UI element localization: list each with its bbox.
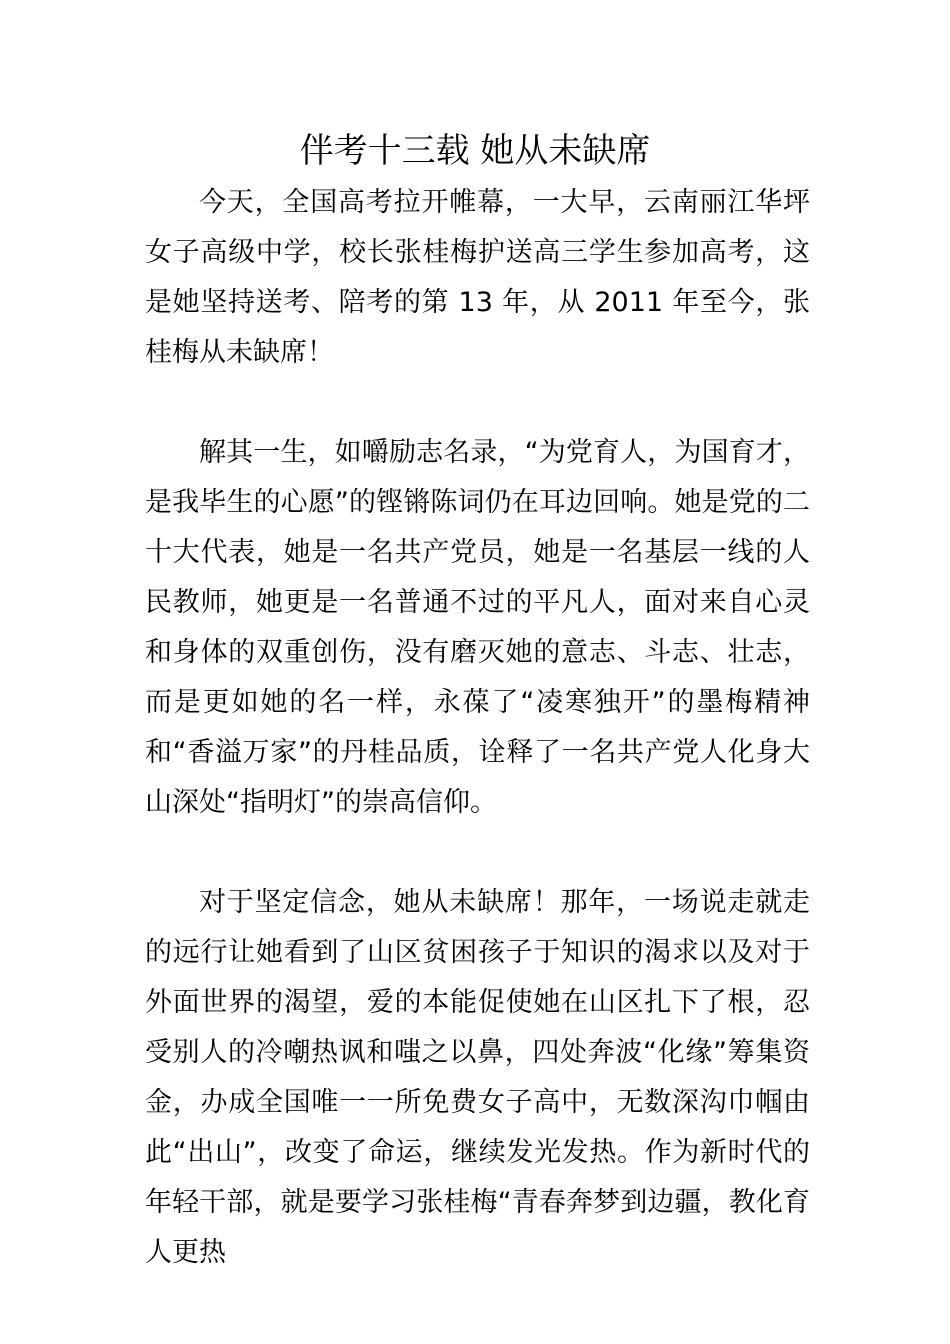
document-title: 伴考十三载 她从未缺席 (299, 131, 651, 171)
paragraph-3: 对于坚定信念，她从未缺席！那年，一场说走就走的远行让她看到了山区贫困孩子于知识的渴求以及对于外面世界的渴望，爱的本能促使她在山区扎下了根，忍受别人的冷嘲热讽和嗤之以鼻，四处奔波“化缘”筹集资金，办成全国唯一一所免费女子高中，无数深沟巾帼由此“出山”，改变了命运，继续发光发热。作为新时代的年轻干部，就是要学习张桂梅“青春奔梦到边疆，教化育人更热 (145, 887, 810, 1268)
paragraph-2: 解其一生，如嚼励志名录，“为党育人，为国育才，是我毕生的心愿”的铿锵陈词仍在耳边回响。她是党的二十大代表，她是一名共产党员，她是一名基层一线的人民教师，她更是一名普通不过的平凡人，面对来自心灵和身体的双重创伤，没有磨灭她的意志、斗志、壮志，而是更如她的名一样，永葆了“凌寒独开”的墨梅精神和“香溢万家”的丹桂品质，诠释了一名共产党人化身大山深处“指明灯”的崇高信仰。 (145, 437, 810, 818)
document-body (145, 178, 810, 1278)
paragraph-1: 今天，全国高考拉开帷幕，一大早，云南丽江华坪女子高级中学，校长张桂梅护送高三学生参加高考，这是她坚持送考、陪考的第 13 年，从 2011 年至今，张桂梅从未缺席！ (145, 187, 810, 368)
